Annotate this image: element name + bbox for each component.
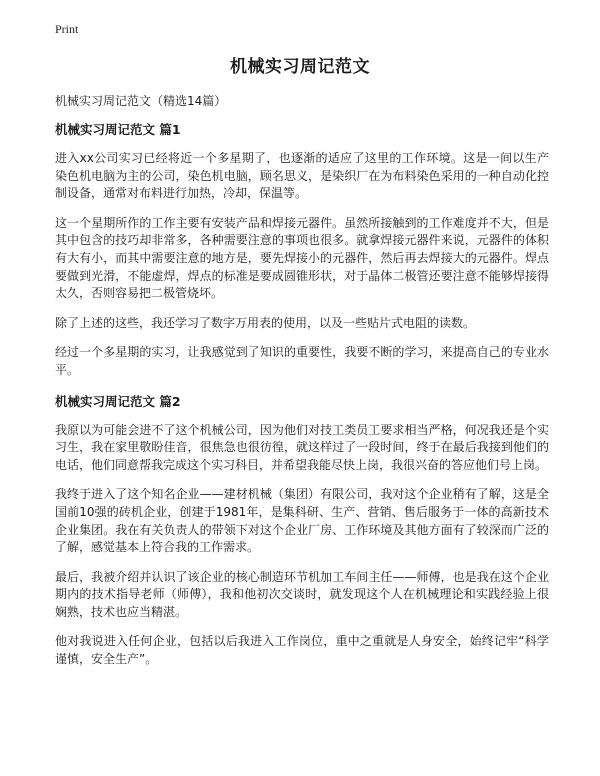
paragraph: 我终于进入了这个知名企业——建材机械（集团）有限公司，我对这个企业稍有了解，这是全国前10强的砖机企业，创建于1981年，是集科研、生产、营销、售后服务于一体的高新技术企业集团。我在有关负责人的带领下对这个企业厂房、工作环境及其他方面有了较深而广泛的了解，感觉基本上符合我的工作需求。 <box>55 487 549 555</box>
paragraph: 我原以为可能会进不了这个机械公司，因为他们对技工类员工要求相当严格，何况我还是个实习生，我在家里敬盼佳音，很焦急也很彷徨，就这样过了一段时间，终于在最后我接到他们的电话，他们同意帮我完成这个实习科目，并希望我能尽快上岗，我很兴奋的答应他们号上岗。 <box>55 422 549 472</box>
paragraph: 进入xx公司实习已经将近一个多星期了，也逐渐的适应了这里的工作环境。这是一间以生产染色机电脑为主的公司，染色机电脑，顾名思义，是染织厂在为布料染色采用的一种自动化控制设备，通常对布料进行加热，冷却，保温等。 <box>55 151 549 201</box>
paragraph: 除了上述的这些，我还学习了数字万用表的使用，以及一些贴片式电阻的读数。 <box>55 315 476 330</box>
article-body <box>55 120 549 681</box>
paragraph: 他对我说进入任何企业，包括以后我进入工作岗位，重中之重就是人身安全，始终记牢“科学谨慎，安全生产”。 <box>55 634 549 667</box>
section-2 <box>55 392 549 669</box>
page-title: 机械实习周记范文 <box>230 57 370 77</box>
document-subtitle: 机械实习周记范文（精选14篇） <box>55 94 227 108</box>
paragraph: 经过一个多星期的实习，让我感觉到了知识的重要性，我要不断的学习，来提高自己的专业水平。 <box>55 345 549 377</box>
print-link[interactable]: Print <box>55 22 79 36</box>
section-heading: 机械实习周记范文 篇2 <box>55 393 181 409</box>
paragraph: 这一个星期所作的工作主要有安装产品和焊接元器件。虽然所接触到的工作难度并不大，但是其中包含的技巧却非常多，各种需要注意的事项也很多。就拿焊接元器件来说，元器件的体积有大有小，而其中需要注意的地方是，要先焊接小的元器件，然后再去焊接大的元器件。焊点要做到光滑，不能虚焊，焊点的标准是要成圆锥形状，对于晶体二极管还要注意不能够焊接得太久，否则容易把二极管烧坏。 <box>55 215 549 301</box>
section-1 <box>55 120 549 380</box>
section-heading: 机械实习周记范文 篇1 <box>55 122 181 137</box>
paragraph: 最后，我被介绍并认识了该企业的核心制造环节机加工车间主任——师傅，也是我在这个企业期内的技术指导老师（师傅），我和他初次交谈时，就发现这个人在机械理论和实践经验上很娴熟，技术也应当精湛。 <box>55 569 549 619</box>
